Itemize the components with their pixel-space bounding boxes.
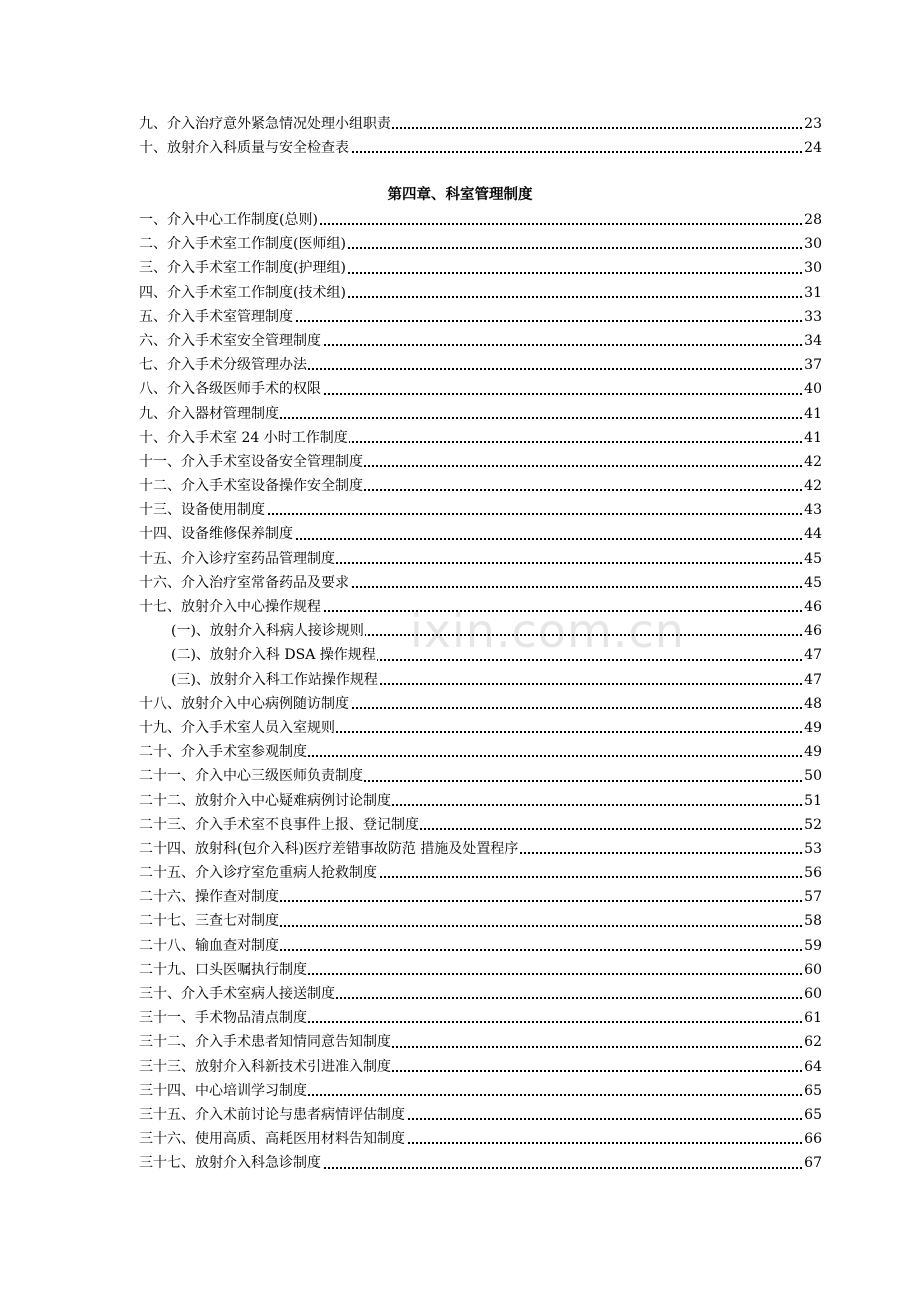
toc-entry[interactable] [139,353,822,377]
toc-entry-page-number: 53 [803,837,822,861]
toc-entry-page-number: 66 [803,1127,822,1151]
toc-entry[interactable] [139,232,822,256]
toc-entry-title: 十八、放射介入中心病例随访制度 [139,695,349,712]
toc-entry[interactable] [139,1055,822,1079]
toc-entry-title: 十七、放射介入中心操作规程 [139,599,321,615]
toc-entry[interactable] [139,450,822,474]
toc-entry-title: 十五、介入诊疗室药品管理制度 [139,550,335,567]
toc-entry-page-number: 57 [803,885,822,909]
toc-entry-page-number: 51 [803,789,822,813]
toc-entry-title: 三十一、手术物品清点制度 [139,1010,307,1027]
toc-entry-title: 四、介入手术室工作制度(技术组) [139,284,346,301]
toc-entry-title: 十六、介入治疗室常备药品及要求 [139,574,349,591]
watermark: ixin.com.cn [410,604,685,658]
toc-entry-page-number: 45 [803,571,822,595]
toc-entry-title: 二十四、放射科(包介入科)医疗差错事故防范 措施及处置程序 [139,840,519,857]
toc-entry-title: 一、介入中心工作制度(总则) [139,212,318,228]
toc-entry-page-number: 56 [803,861,822,885]
toc-entry[interactable] [139,909,822,933]
toc-entry-title: 十四、设备维修保养制度 [139,526,293,543]
toc-entry-page-number: 49 [803,716,822,740]
toc-entry-page-number: 46 [803,619,822,643]
toc-entry-title: 二十三、介入手术室不良事件上报、登记制度 [139,816,419,833]
toc-entry-title: 十二、介入手术室设备操作安全制度 [139,478,363,495]
toc-entry-page-number: 37 [803,353,822,377]
toc-entry[interactable] [139,305,822,329]
toc-entry-title: 三十六、使用高质、高耗医用材料告知制度 [139,1131,405,1148]
toc-chapter-list [139,208,822,1176]
toc-entry-title: 十、介入手术室 24 小时工作制度 [139,429,348,446]
toc-entry[interactable] [139,958,822,982]
toc-entry-title: 九、介入治疗意外紧急情况处理小组职责 [139,116,391,132]
toc-entry-title: 三十四、中心培训学习制度 [139,1082,307,1099]
toc-entry[interactable] [139,716,822,740]
toc-entry-page-number: 49 [803,740,822,764]
toc-entry-page-number: 47 [803,668,822,692]
toc-entry[interactable] [139,402,822,426]
toc-entry[interactable] [139,547,822,571]
toc-entry-title: 八、介入各级医师手术的权限 [139,381,321,398]
toc-entry[interactable] [139,813,822,837]
toc-entry-page-number: 41 [803,402,822,426]
toc-entry-page-number: 28 [803,208,822,232]
toc-entry[interactable] [139,1103,822,1127]
toc-entry-page-number: 42 [803,474,822,498]
toc-entry-page-number: 30 [803,232,822,256]
toc-entry-page-number: 65 [803,1079,822,1103]
toc-entry-page-number: 61 [803,1006,822,1030]
toc-entry-page-number: 47 [803,643,822,667]
toc-entry[interactable] [139,837,822,861]
toc-entry-title: 三十五、介入术前讨论与患者病情评估制度 [139,1106,405,1123]
toc-entry-page-number: 24 [803,136,822,160]
toc-entry-page-number: 40 [803,377,822,401]
toc-entry[interactable] [139,668,822,692]
toc-entry[interactable] [139,474,822,498]
toc-entry-title: 十三、设备使用制度 [139,502,265,519]
toc-entry-title: 十九、介入手术室人员入室规则 [139,719,335,736]
toc-entry-page-number: 65 [803,1103,822,1127]
toc-entry[interactable] [139,498,822,522]
toc-entry[interactable] [139,740,822,764]
toc-entry[interactable] [139,571,822,595]
toc-entry-page-number: 58 [803,909,822,933]
toc-entry[interactable] [139,426,822,450]
toc-entry[interactable] [139,377,822,401]
toc-entry-title: 二十九、口头医嘱执行制度 [139,961,307,978]
toc-entry[interactable] [139,1030,822,1054]
toc-entry-title: (三)、放射介入科工作站操作规程 [139,672,379,688]
toc-entry-title: 九、介入器材管理制度 [139,405,279,422]
toc-entry-page-number: 46 [803,595,822,619]
toc-entry[interactable] [139,329,822,353]
toc-continued-list [139,112,822,160]
toc-entry[interactable] [139,208,822,232]
toc-entry-title: 二十八、输血查对制度 [139,937,279,954]
toc-entry[interactable] [139,692,822,716]
toc-entry-page-number: 34 [803,329,822,353]
toc-entry-title: 三十二、介入手术患者知情同意告知制度 [139,1034,391,1051]
toc-entry-title: 二、介入手术室工作制度(医师组) [139,236,346,253]
toc-entry-page-number: 60 [803,982,822,1006]
toc-entry-title: 二十五、介入诊疗室危重病人抢救制度 [139,865,377,882]
toc-entry-title: (一)、放射介入科病人接诊规则 [139,623,365,639]
toc-entry-page-number: 48 [803,692,822,716]
toc-entry-title: (二)、放射介入科 DSA 操作规程 [139,647,377,663]
toc-entry-page-number: 31 [803,281,822,305]
toc-entry-title: 二十、介入手术室参观制度 [139,744,307,761]
toc-entry-page-number: 60 [803,958,822,982]
toc-entry-page-number: 52 [803,813,822,837]
toc-entry-page-number: 67 [803,1151,822,1175]
toc-entry-page-number: 62 [803,1030,822,1054]
toc-entry[interactable] [139,1127,822,1151]
toc-entry-title: 三十、介入手术室病人接送制度 [139,986,335,1002]
toc-entry-title: 十一、介入手术室设备安全管理制度 [139,453,363,470]
toc-entry[interactable] [139,861,822,885]
toc-entry-page-number: 41 [803,426,822,450]
toc-entry[interactable] [139,595,822,619]
toc-entry-title: 二十七、三查七对制度 [139,913,279,930]
toc-entry-page-number: 23 [803,112,822,136]
toc-entry-title: 六、介入手术室安全管理制度 [139,332,321,349]
toc-entry-title: 五、介入手术室管理制度 [139,308,293,325]
toc-entry[interactable] [139,256,822,280]
toc-entry-page-number: 45 [803,547,822,571]
toc-entry[interactable] [139,1006,822,1030]
toc-entry-page-number: 33 [803,305,822,329]
toc-entry-title: 二十六、操作查对制度 [139,889,279,906]
toc-entry-title: 三十七、放射介入科急诊制度 [139,1155,321,1172]
toc-entry-title: 二十二、放射介入中心疑难病例讨论制度 [139,792,391,809]
toc-entry-page-number: 43 [803,498,822,522]
toc-entry-title: 七、介入手术分级管理办法 [139,357,307,374]
toc-entry[interactable] [139,281,822,305]
toc-entry[interactable] [139,764,822,788]
toc-entry-page-number: 59 [803,934,822,958]
toc-entry[interactable] [139,522,822,546]
toc-entry[interactable] [139,112,822,136]
toc-entry[interactable] [139,934,822,958]
chapter-heading: 第四章、科室管理制度 [387,186,533,203]
toc-entry[interactable] [139,136,822,160]
toc-entry[interactable] [139,643,822,667]
toc-entry-page-number: 30 [803,256,822,280]
toc-entry-page-number: 50 [803,764,822,788]
toc-entry-title: 二十一、介入中心三级医师负责制度 [139,768,363,785]
toc-entry-title: 三十三、放射介入科新技术引进准入制度 [139,1058,391,1075]
toc-entry[interactable] [139,1151,822,1175]
toc-entry[interactable] [139,885,822,909]
toc-entry[interactable] [139,982,822,1006]
toc-entry[interactable] [139,789,822,813]
toc-entry-title: 三、介入手术室工作制度(护理组) [139,260,346,277]
toc-entry-page-number: 42 [803,450,822,474]
toc-entry[interactable] [139,619,822,643]
toc-entry-title: 十、放射介入科质量与安全检查表 [139,140,349,157]
toc-entry-page-number: 64 [803,1055,822,1079]
toc-entry-page-number: 44 [803,522,822,546]
toc-entry[interactable] [139,1079,822,1103]
